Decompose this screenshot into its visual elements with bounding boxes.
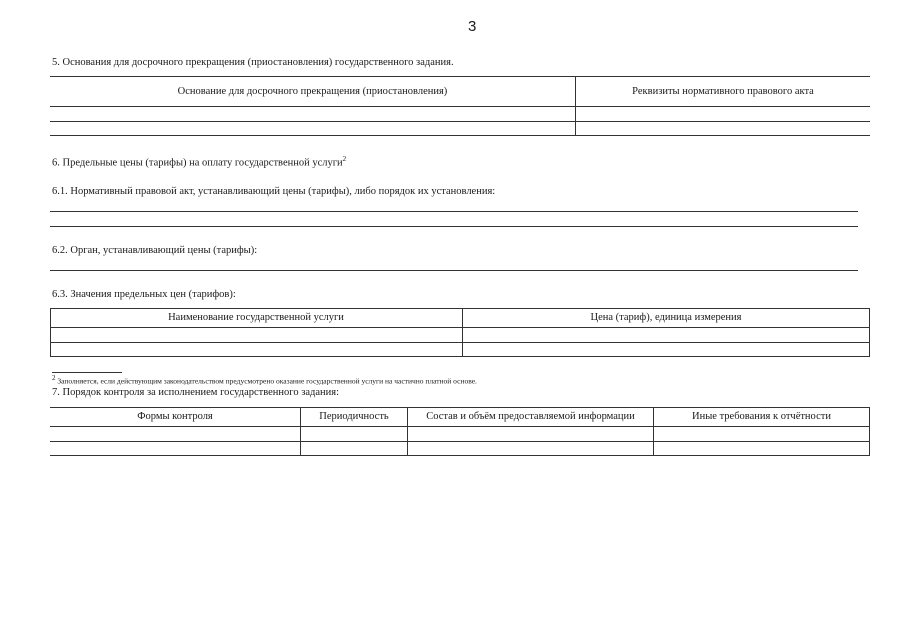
table-header-price: Цена (тариф), единица измерения <box>590 312 742 323</box>
table-row-divider <box>50 441 870 442</box>
footnote-separator <box>52 372 122 373</box>
table-row-divider <box>50 342 870 343</box>
table-header-divider <box>50 106 870 107</box>
table-header-periodicity: Периодичность <box>319 411 389 422</box>
footnote-mark: 2 <box>342 155 347 163</box>
section-5-heading: 5. Основания для досрочного прекращения (приостановления) государственного задания. <box>52 57 454 68</box>
table-header-control-forms: Формы контроля <box>137 411 213 422</box>
page-number: 3 <box>468 18 477 35</box>
section-6-2-heading: 6.2. Орган, устанавливающий цены (тарифы): <box>52 245 258 256</box>
table-border-top <box>50 407 870 408</box>
fill-line <box>50 211 858 212</box>
fill-line <box>50 270 858 271</box>
section-6-3-heading: 6.3. Значения предельных цен (тарифов): <box>52 289 236 300</box>
table-border-right <box>869 308 870 357</box>
table-row-divider <box>50 121 870 122</box>
table-header-service-name: Наименование государственной услуги <box>168 312 344 323</box>
section-7-heading: 7. Порядок контроля за исполнением государственного задания: <box>52 387 340 398</box>
table-column-divider <box>575 76 576 136</box>
table-header-basis: Основание для досрочного прекращения (приостановления) <box>177 86 448 97</box>
table-header-info-composition: Состав и объём предоставляемой информации <box>426 411 635 422</box>
table-header-legal-details: Реквизиты нормативного правового акта <box>632 86 814 97</box>
table-border-bottom <box>50 356 870 357</box>
table-border-bottom <box>50 455 870 456</box>
fill-line <box>50 226 858 227</box>
footnote: $^2$ Заполняется, если действующим законодательством предусмотрено оказание государственной услуги на частично платной основе. <box>52 374 477 386</box>
table-header-other-requirements: Иные требования к отчётности <box>692 411 831 422</box>
section-6-1-heading: 6.1. Нормативный правовой акт, устанавливающий цены (тарифы), либо порядок их установления: <box>52 186 496 197</box>
table-border-top <box>50 76 870 77</box>
table-border-bottom <box>50 135 870 136</box>
table-header-divider <box>50 327 870 328</box>
table-border-top <box>50 308 870 309</box>
table-border-right <box>869 407 870 456</box>
section-6-heading: 6. Предельные цены (тарифы) на оплату государственной услуги$^2$ <box>52 155 347 169</box>
table-header-divider <box>50 426 870 427</box>
